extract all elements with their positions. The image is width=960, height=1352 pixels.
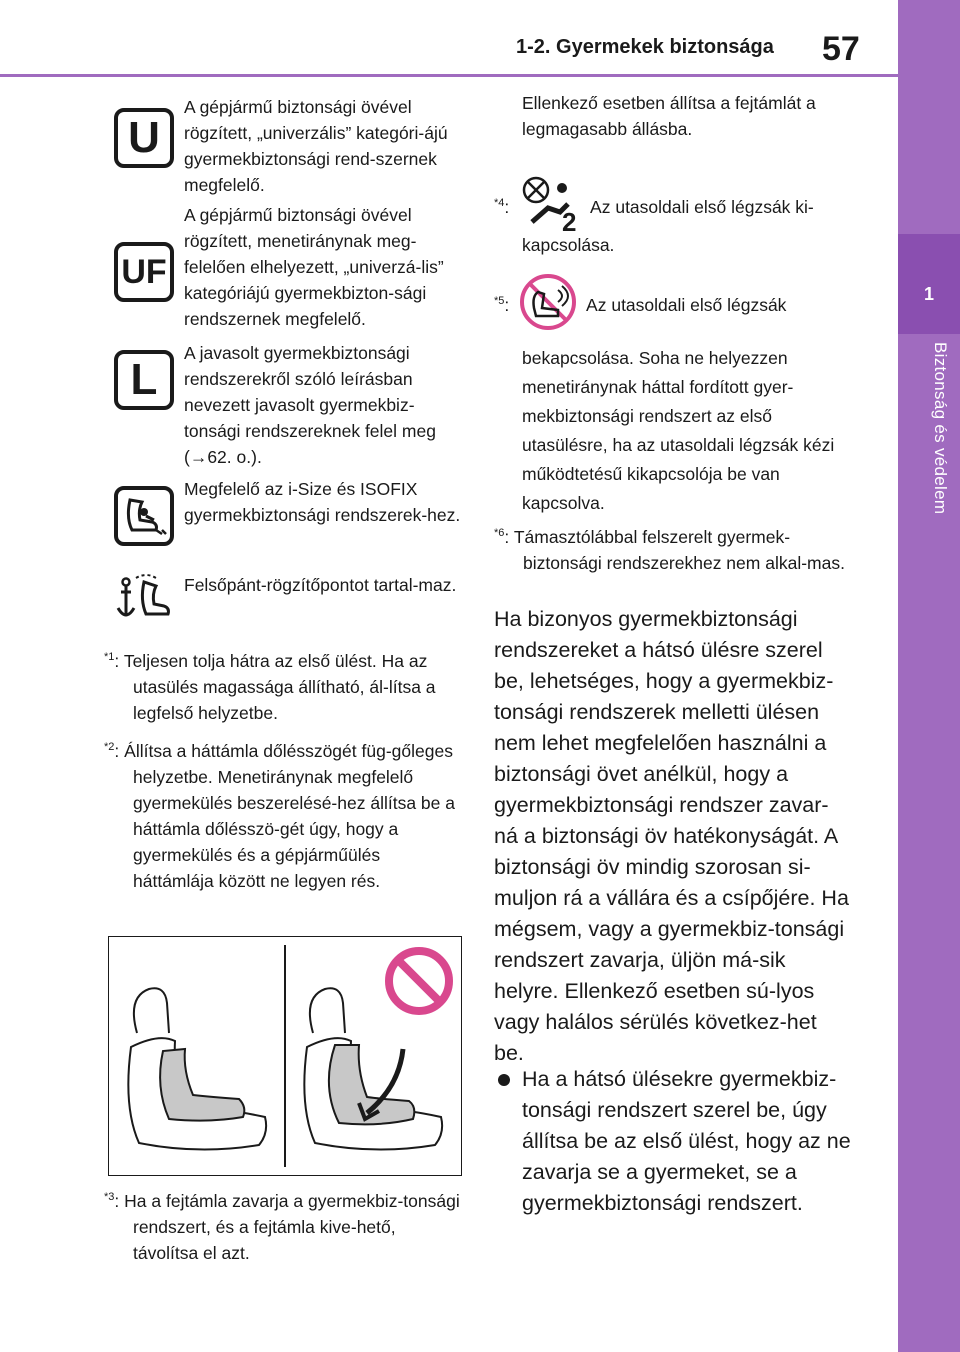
footnote-1: $^{*1}$: Teljesen tolja hátra az első ülést. Ha az utasülés magassága állítható, ál-lítsa a legfelső helyzetbe. xyxy=(104,651,436,723)
bullet-item: Ha a hátsó ülésekre gyermekbiz-tonsági rendszert szerel be, úgy állítsa be az első ülést, hogy az ne zavarja se a gyermeket, se a gyermekbiztonsági rendszert. xyxy=(522,1067,851,1215)
page-number: 57 xyxy=(822,30,860,68)
section-title: 1-2. Gyermekek biztonsága xyxy=(516,36,774,58)
body-paragraph: Ha bizonyos gyermekbiztonsági rendszereket a hátsó ülésre szerel be, lehetséges, hogy a gyermekbiz-tonsági rendszerek melletti ülésen nem lehet megfelelően használni a biztonsági övet anélkül, hogy a gyermekbiztonsági rendszer zavar-ná a biztonsági öv hatékonyságát. A biztonsági öv mindig szorosan si-muljon rá a vállára és a csípőjére. Ha mégsem, vagy a gyermekbiz-tonsági rendszert zavarja, üljön má-sik helyre. Ellenkező esetben sú-lyos vagy halálos sérülés következ-het be. xyxy=(494,607,849,1065)
prohibition-icon xyxy=(389,951,449,1011)
footnote-text: Ha a fejtámla zavarja a gyermekbiz-tonsági rendszert, és a fejtámla kive-hető, távolítsa el azt. xyxy=(124,1191,460,1263)
footnote-text: Az utasoldali első légzsák ki- xyxy=(590,197,814,218)
footnote-mark: *6 xyxy=(494,527,505,539)
legend-tether-text: Felsőpánt-rögzítőpontot tartal-maz. xyxy=(184,575,457,595)
footnote-mark: *3 xyxy=(104,1191,115,1203)
u-symbol-icon: U xyxy=(114,108,174,168)
chapter-number: 1 xyxy=(923,284,934,304)
top-tether-anchor-icon xyxy=(112,570,176,634)
footnote-mark: *4 xyxy=(494,197,505,210)
uf-symbol-icon: UF xyxy=(114,242,174,302)
footnote-6: $^{*6}$: Támasztólábbal felszerelt gyermek-biztonsági rendszerekhez nem alkal-mas. xyxy=(494,527,845,573)
footnote-text: Támasztólábbal felszerelt gyermek-biztonsági rendszerekhez nem alkal-mas. xyxy=(513,527,845,573)
legend-u-text: A gépjármű biztonsági övével rögzített, „univerzális” kategóri-ájú gyermekbiztonsági rend-szernek megfelelő. xyxy=(184,97,448,195)
header-rule xyxy=(0,74,898,77)
footnote-text: Teljesen tolja hátra az első ülést. Ha az utasülés magassága állítható, ál-lítsa a legfelső helyzetbe. xyxy=(123,651,436,723)
footnote-mark: *1 xyxy=(104,651,115,663)
footnote-5-cont: bekapcsolása. Soha ne helyezzen menetiránynak háttal fordított gyer-mekbiztonsági rendszert az első utasülésre, ha az utasoldali légzsák kézi működtetésű kikapcsolója be van kapcsolva. xyxy=(522,348,835,513)
footnote-mark: *5 xyxy=(494,295,505,308)
legend-l-text: A javasolt gyermekbiztonsági rendszerekről szóló leírásban nevezett javasolt gyermekbiz-tonsági rendszereknek felel meg (→62. o.). xyxy=(184,343,436,467)
footnote-mark: *2 xyxy=(104,741,115,753)
chapter-label: Biztonság és védelem xyxy=(931,342,950,515)
footnote-4: $^{*4}$: 2 Az utasoldali első légzsák ki- xyxy=(494,176,854,241)
side-tab-strip xyxy=(898,0,960,1352)
footnote-3-continuation: Ellenkező esetben állítsa a fejtámlát a legmagasabb állásba. xyxy=(522,93,816,139)
footnote-text: Állítsa a háttámla dőlésszögét füg-gőleges helyzetbe. Menetiránynak megfelelő gyermekülés beszerelésé-hez állítsa be a háttámla dőlésszö-gét úgy, hogy a gyermekülés és a gépjárműülés háttámlája között ne legyen rés. xyxy=(124,741,455,891)
footnote-2: $^{*2}$: Állítsa a háttámla dőlésszögét füg-gőleges helyzetbe. Menetiránynak megfelelő gyermekülés beszerelésé-hez állítsa be a háttámla dőlésszö-gét úgy, hogy a gyermekülés és a gépjárműülés háttámlája között ne legyen rés. xyxy=(104,741,455,891)
footnote-3: $^{*3}$: Ha a fejtámla zavarja a gyermekbiz-tonsági rendszert, és a fejtámla kive-hető, távolítsa el azt. xyxy=(104,1191,460,1263)
legend-isofix-text: Megfelelő az i-Size és ISOFIX gyermekbiztonsági rendszerek-hez. xyxy=(184,479,461,525)
svg-text:2: 2 xyxy=(562,207,577,232)
legend-uf-text: A gépjármű biztonsági övével rögzített, menetiránynak meg-felelően elhelyezett, „univerzá-lis” kategóriájú gyermekbizton-sági rendszernek megfelelő. xyxy=(184,205,444,329)
airbag-on-prohibition-icon xyxy=(518,272,578,341)
footnote-text: Az utasoldali első légzsák xyxy=(586,295,787,316)
seat-correct-drawing xyxy=(128,988,266,1149)
l-symbol-icon: L xyxy=(114,350,174,410)
isofix-seat-icon xyxy=(114,486,174,546)
seat-illustration xyxy=(108,936,462,1176)
footnote-5: $^{*5}$: Az utasoldali első légzsák xyxy=(494,272,854,341)
footnote-4-cont: kapcsolása. xyxy=(522,235,615,255)
